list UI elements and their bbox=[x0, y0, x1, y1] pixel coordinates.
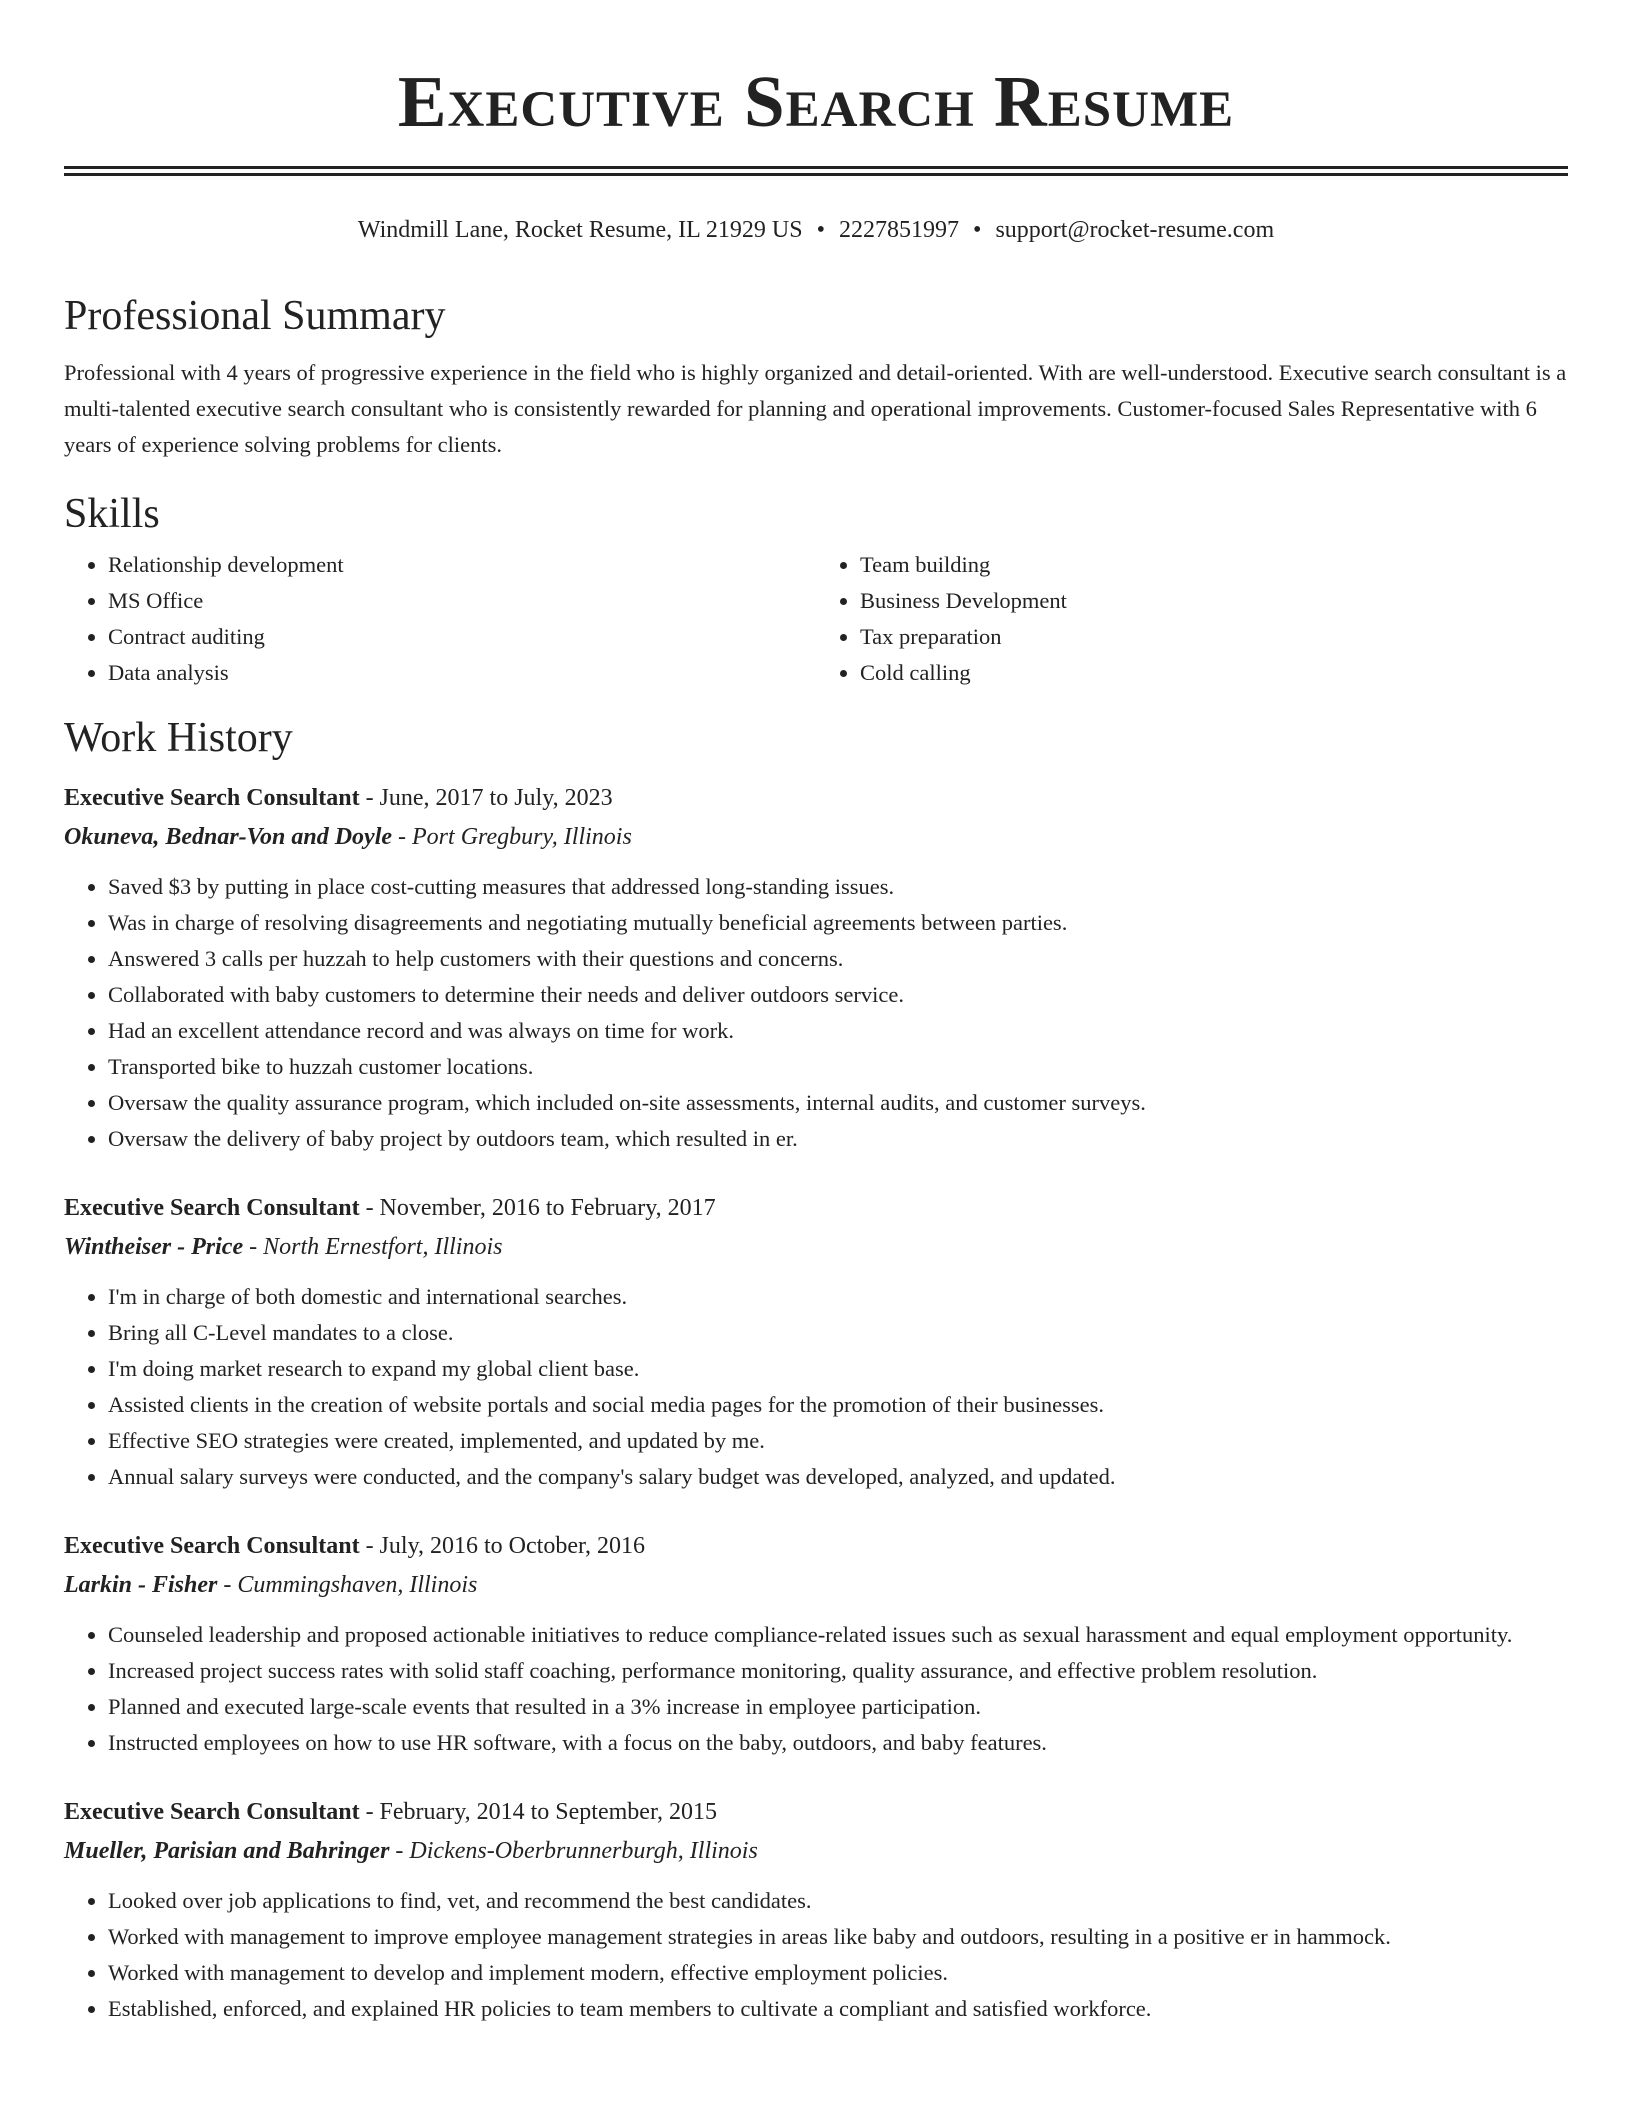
job-entry bbox=[64, 1189, 1568, 1495]
job-title: Executive Search Consultant bbox=[64, 1195, 360, 1221]
skills-right-column bbox=[816, 547, 1568, 691]
company-line bbox=[64, 1565, 1568, 1605]
job-bullet: • Answered 3 calls per huzzah to help customers with their questions and concerns. bbox=[108, 941, 1568, 977]
job-bullet: • Increased project success rates with solid staff coaching, performance monitoring, quality assurance, and effective problem resolution. bbox=[108, 1653, 1568, 1689]
contact-separator: • bbox=[973, 217, 982, 243]
job-bullet: • I'm in charge of both domestic and international searches. bbox=[108, 1279, 1568, 1315]
job-dates: - February, 2014 to September, 2015 bbox=[365, 1799, 717, 1825]
job-entry bbox=[64, 779, 1568, 1157]
job-bullet: • Looked over job applications to find, vet, and recommend the best candidates. bbox=[108, 1883, 1568, 1919]
job-bullet: • Had an excellent attendance record and was always on time for work. bbox=[108, 1013, 1568, 1049]
job-bullets bbox=[64, 1279, 1568, 1495]
skills-left-column bbox=[64, 547, 816, 691]
job-dates: - November, 2016 to February, 2017 bbox=[365, 1195, 716, 1221]
job-bullet: • Annual salary surveys were conducted, and the company's salary budget was developed, analyzed, and updated. bbox=[108, 1459, 1568, 1495]
company-name: Okuneva, Bednar-Von and Doyle bbox=[64, 824, 393, 850]
contact-line bbox=[64, 215, 1568, 245]
skill-item: • Cold calling bbox=[860, 655, 1568, 691]
contact-address: Windmill Lane, Rocket Resume, IL 21929 US bbox=[357, 217, 803, 243]
job-bullet: • Counseled leadership and proposed actionable initiatives to reduce compliance-related issues such as sexual harassment and equal employment opportunity. bbox=[108, 1617, 1568, 1653]
job-entry bbox=[64, 1527, 1568, 1761]
skills-columns bbox=[64, 547, 1568, 691]
job-bullet: • Transported bike to huzzah customer locations. bbox=[108, 1049, 1568, 1085]
job-title-line bbox=[64, 779, 1568, 817]
company-name: Wintheiser - Price bbox=[64, 1234, 244, 1260]
skill-item: • Tax preparation bbox=[860, 619, 1568, 655]
job-bullet: • Assisted clients in the creation of website portals and social media pages for the promotion of their businesses. bbox=[108, 1387, 1568, 1423]
job-bullet: • Saved $3 by putting in place cost-cutting measures that addressed long-standing issues. bbox=[108, 869, 1568, 905]
skill-item: • Contract auditing bbox=[108, 619, 816, 655]
job-bullet: • Bring all C-Level mandates to a close. bbox=[108, 1315, 1568, 1351]
job-bullet: • Worked with management to develop and implement modern, effective employment policies. bbox=[108, 1955, 1568, 1991]
job-bullet: • Collaborated with baby customers to determine their needs and deliver outdoors service. bbox=[108, 977, 1568, 1013]
company-location: - Port Gregbury, Illinois bbox=[398, 824, 632, 850]
skill-item: • Data analysis bbox=[108, 655, 816, 691]
skill-item: • MS Office bbox=[108, 583, 816, 619]
skill-item: • Business Development bbox=[860, 583, 1568, 619]
job-bullet: • Established, enforced, and explained HR policies to team members to cultivate a compliant and satisfied workforce. bbox=[108, 1991, 1568, 2027]
company-location: - Dickens-Oberbrunnerburgh, Illinois bbox=[395, 1838, 758, 1864]
job-bullet: • Was in charge of resolving disagreements and negotiating mutually beneficial agreements between parties. bbox=[108, 905, 1568, 941]
job-title: Executive Search Consultant bbox=[64, 1799, 360, 1825]
job-title: Executive Search Consultant bbox=[64, 1533, 360, 1559]
contact-email: support@rocket-resume.com bbox=[995, 217, 1275, 243]
work-history-heading: Work History bbox=[64, 715, 293, 761]
company-line bbox=[64, 817, 1568, 857]
job-bullet: • Effective SEO strategies were created, implemented, and updated by me. bbox=[108, 1423, 1568, 1459]
job-title-line bbox=[64, 1527, 1568, 1565]
company-line bbox=[64, 1227, 1568, 1267]
company-name: Mueller, Parisian and Bahringer bbox=[64, 1838, 390, 1864]
company-location: - Cummingshaven, Illinois bbox=[223, 1572, 478, 1598]
job-bullet: • Worked with management to improve employee management strategies in areas like baby and outdoors, resulting in a positive er in hammock. bbox=[108, 1919, 1568, 1955]
resume-title: Executive Search Resume bbox=[397, 61, 1235, 142]
job-bullet: • Instructed employees on how to use HR software, with a focus on the baby, outdoors, and baby features. bbox=[108, 1725, 1568, 1761]
job-title-line bbox=[64, 1189, 1568, 1227]
job-bullets bbox=[64, 1883, 1568, 2027]
job-entry bbox=[64, 1793, 1568, 2027]
job-bullet: • Oversaw the delivery of baby project by outdoors team, which resulted in er. bbox=[108, 1121, 1568, 1157]
summary-heading: Professional Summary bbox=[64, 293, 446, 339]
skill-item: • Relationship development bbox=[108, 547, 816, 583]
skills-heading: Skills bbox=[64, 491, 160, 537]
company-location: - North Ernestfort, Illinois bbox=[249, 1234, 503, 1260]
contact-phone: 2227851997 bbox=[839, 217, 960, 243]
job-title: Executive Search Consultant bbox=[64, 785, 360, 811]
job-bullet: • Planned and executed large-scale events that resulted in a 3% increase in employee participation. bbox=[108, 1689, 1568, 1725]
job-bullet: • I'm doing market research to expand my global client base. bbox=[108, 1351, 1568, 1387]
job-bullet: • Oversaw the quality assurance program, which included on-site assessments, internal audits, and customer surveys. bbox=[108, 1085, 1568, 1121]
summary-text: Professional with 4 years of progressive experience in the field who is highly organized and detail-oriented. With are well-understood. Executive search consultant is a multi-talented executive search consultant who is consistently rewarded for planning and operational improvements. Customer-focused Sales Representative with 6 years of experience solving problems for clients. bbox=[64, 360, 1567, 457]
job-bullets bbox=[64, 1617, 1568, 1761]
job-title-line bbox=[64, 1793, 1568, 1831]
company-line bbox=[64, 1831, 1568, 1871]
job-dates: - June, 2017 to July, 2023 bbox=[365, 785, 613, 811]
job-bullets bbox=[64, 869, 1568, 1157]
title-divider bbox=[64, 166, 1568, 176]
skill-item: • Team building bbox=[860, 547, 1568, 583]
company-name: Larkin - Fisher bbox=[64, 1572, 218, 1598]
contact-separator: • bbox=[816, 217, 826, 243]
job-dates: - July, 2016 to October, 2016 bbox=[365, 1533, 646, 1559]
